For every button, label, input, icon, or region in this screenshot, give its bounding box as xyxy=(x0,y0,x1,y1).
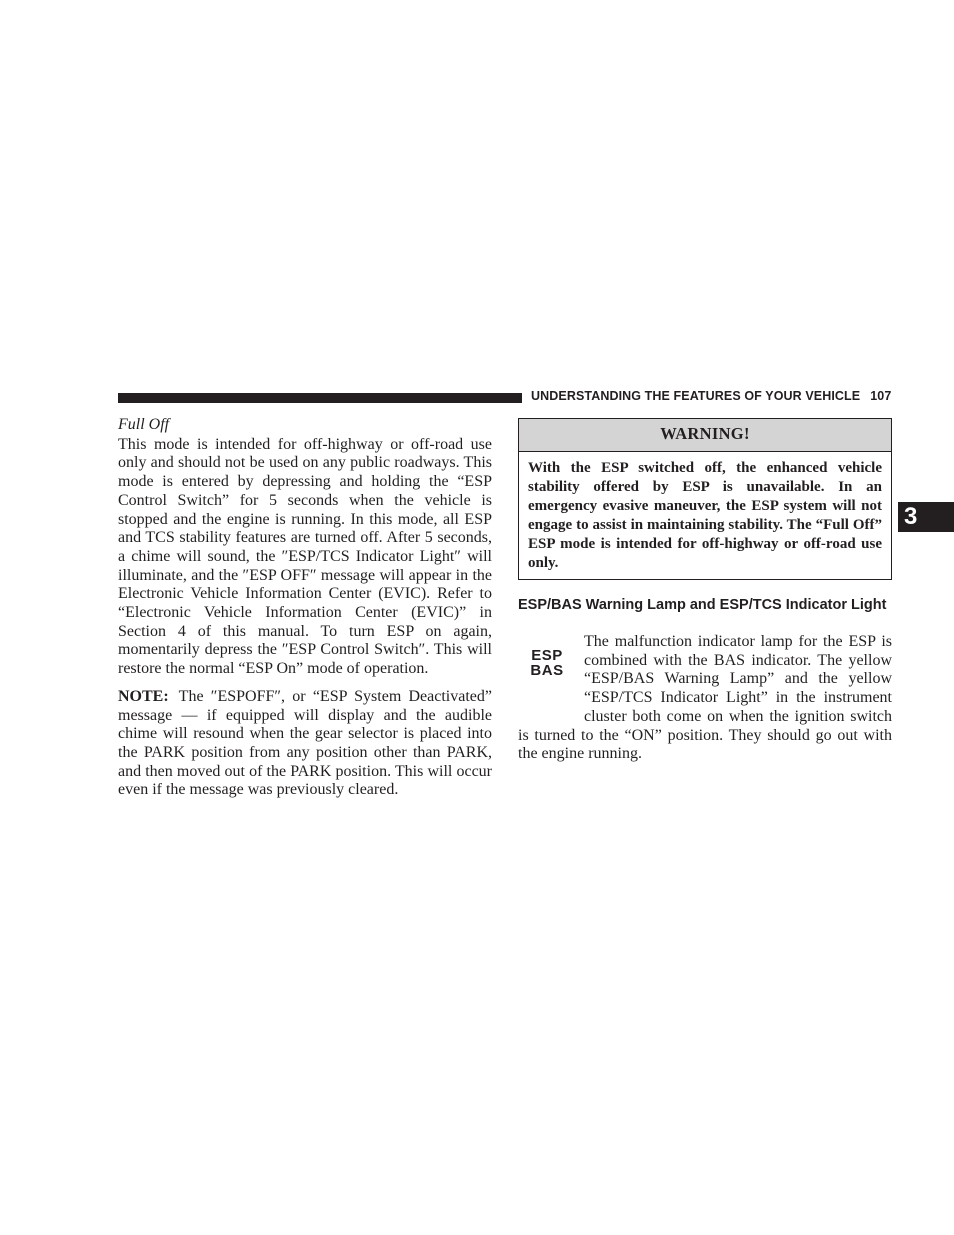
icon-spacer xyxy=(518,633,584,708)
note-label: NOTE: xyxy=(118,687,169,705)
section-heading: ESP/BAS Warning Lamp and ESP/TCS Indicator Light xyxy=(518,597,887,613)
header-rule xyxy=(118,393,522,403)
left-column xyxy=(118,416,492,800)
warning-box xyxy=(518,418,892,580)
icon-line-esp: ESP xyxy=(531,647,563,664)
section-title: UNDERSTANDING THE FEATURES OF YOUR VEHICLE xyxy=(531,389,861,403)
indicator-paragraph: The malfunction indicator lamp for the ESP is combined with the BAS indicator. The yellow “ESP/BAS Warning Lamp” and the yellow “ESP/TCS Indicator Light” in the instrument cluster both come on when the ignition switch is turned to the “ON” position. They should go out with the engine running. xyxy=(518,633,892,763)
full-off-paragraph: This mode is intended for off-highway or off-road use only and should not be used on any public roadways. This mode is entered by depressing and holding the “ESP Control Switch” for 5 seconds when the vehicle is stopped and the engine is running. In this mode, all ESP and TCS stability features are turned off. After 5 seconds, a chime will sound, the ″ESP/TCS Indicator Light″ will illuminate, and the ″ESP OFF″ message will appear in the Electronic Vehicle Information Center (EVIC). Refer to “Electronic Vehicle Information Center (EVIC)” in Section 4 of this manual. To turn ESP on again, momentarily depress the ″ESP Control Switch″. This will restore the normal “ESP On” mode of operation. xyxy=(118,435,492,678)
warning-text: With the ESP switched off, the enhanced vehicle stability offered by ESP is unavailable. In an emergency evasive maneuver, the ESP system will not engage to assist in maintaining stability. The “Full Off” ESP mode is intended for off-highway or off-road use only. xyxy=(528,460,882,571)
icon-line-bas: BAS xyxy=(530,661,564,679)
running-header xyxy=(531,389,892,403)
warning-title: WARNING! xyxy=(519,419,891,452)
note-text: The ″ESPOFF″, or “ESP System Deactivated” message — if equipped will display and the audible chime will resound when the gear selector is placed into the PARK position from any position other than PARK, and then moved out of the PARK position. This will occur even if the message was previously cleared. xyxy=(118,687,492,799)
note-paragraph xyxy=(118,688,492,800)
chapter-tab: 3 xyxy=(898,502,954,532)
page-number: 107 xyxy=(870,389,892,403)
right-paragraph-container xyxy=(518,633,892,764)
subsection-title: Full Off xyxy=(118,416,170,433)
